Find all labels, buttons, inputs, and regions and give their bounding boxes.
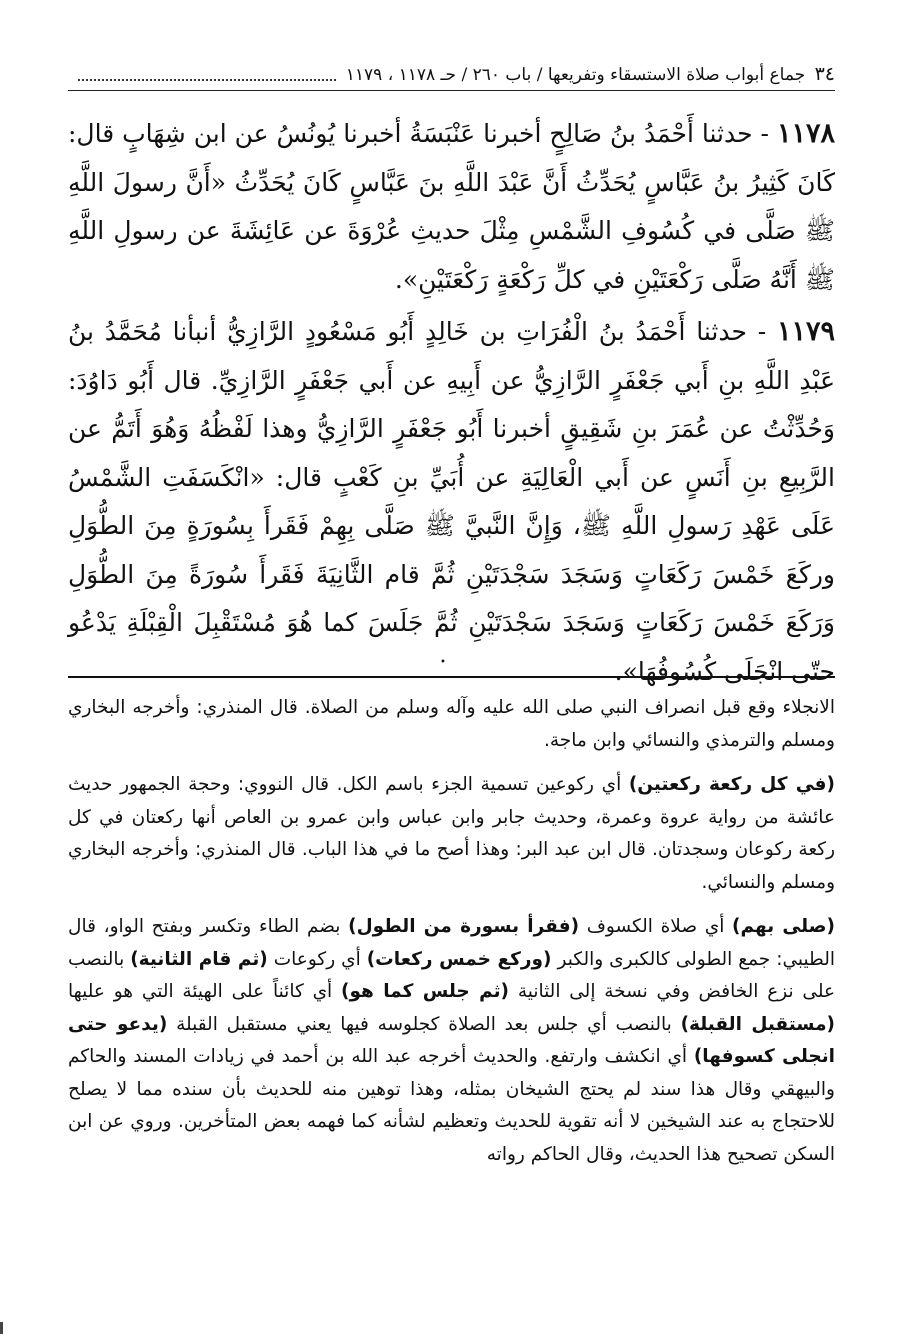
commentary-keyword: (يدعو حتى انجلى كسوفها) bbox=[68, 1013, 835, 1067]
header-rule bbox=[68, 90, 835, 91]
hadith-1179 bbox=[68, 308, 835, 696]
commentary-text: بالنصب أي جلس بعد الصلاة كجلوسه فيها يعني مستقبل القبلة bbox=[167, 1013, 681, 1035]
running-header bbox=[68, 58, 835, 88]
header-chapter: جماع أبواب صلاة الاستسقاء وتفريعها / باب ٢٦٠ / حـ ١١٧٨ ، ١١٧٩ bbox=[345, 65, 806, 85]
commentary-text: بالنصب على نزع الخافض وفي نسخة إلى الثانية bbox=[68, 948, 835, 1002]
page-number: ٣٤ bbox=[814, 63, 835, 85]
commentary-text: أي ركوعات bbox=[267, 948, 367, 970]
section-ornament: • bbox=[440, 657, 446, 668]
commentary-text: أي صلاة الكسوف bbox=[579, 916, 733, 937]
hadith-number: ١١٧٩ bbox=[776, 316, 835, 347]
commentary-text: أي ركوعين تسمية الجزء باسم الكل. قال النووي: وحجة الجمهور حديث عائشة من رواية عروة وعمرة، وحديث جابر وابن عباس وابن عمرو بن العاص أنها ركعتان في كل ركعة ركوعان وسجدتان. قال ابن عبد البر: وهذا أصح ما في هذا الباب. قال المنذري: وأخرجه البخاري ومسلم والنسائي. bbox=[68, 774, 835, 893]
hadith-body: - حدثنا أَحْمَدُ بنُ صَالِحٍ أخبرنا عَنْبَسَةُ أخبرنا يُونُسُ عن ابن شِهَابٍ قال: كَانَ كَثِيرُ بنُ عَبَّاسٍ يُحَدِّثُ أَنَّ عَبْدَ اللَّهِ بنَ عَبَّاسٍ كَانَ يُحَدِّثُ «أَنَّ رسولَ اللَّهِ ﷺ صَلَّى في كُسُوفِ الشَّمْسِ مِثْلَ حديثِ عُرْوَةَ عن عَائِشَةَ عن رسولِ اللَّهِ ﷺ أَنَّهُ صَلَّى رَكْعَتَيْنِ في كلِّ رَكْعَةٍ رَكْعَتَيْنِ». bbox=[68, 119, 835, 294]
hadith-body: - حدثنا أَحْمَدُ بنُ الْفُرَاتِ بن خَالِدٍ أَبُو مَسْعُودٍ الرَّازِيُّ أنبأنا مُحَمَّدُ بنُ عَبْدِ اللَّهِ بنِ أَبي جَعْفَرٍ الرَّازِيُّ عن أَبِيهِ عن أَبي جَعْفَرٍ الرَّازِيِّ. قال أَبُو دَاوُدَ: وَحُدِّثْتُ عن عُمَرَ بنِ شَقِيقٍ أخبرنا أَبُو جَعْفَرٍ الرَّازِيُّ وهذا لَفْظُهُ وَهُوَ أَتَمُّ عن الرَّبِيعِ بنِ أَنَسٍ عن أَبي الْعَالِيَةِ عن أُبَيِّ بنِ كَعْبٍ قال: «انْكَسَفَتِ الشَّمْسُ عَلَى عَهْدِ رَسولِ اللَّهِ ﷺ، وَإِنَّ النَّبيَّ ﷺ صَلَّى بِهِمْ فَقَرأَ بِسُورَةٍ مِنَ الطُّوَلِ وركَعَ خَمْسَ رَكَعَاتٍ وَسَجَدَ سَجْدَتَيْنِ ثُمَّ قام الثَّانِيَةَ فَقَرأَ سُورَةً مِنَ الطُّوَلِ وَرَكَعَ خَمْسَ رَكَعَاتٍ وَسَجَدَ سَجْدَتَيْنِ ثُمَّ جَلَسَ كما هُوَ مُسْتَقْبِلَ الْقِبْلَةِ يَدْعُو حتّى انْجَلَى كُسُوفُهَا». bbox=[68, 317, 835, 686]
commentary-keyword: (صلى بهم) bbox=[732, 916, 835, 937]
commentary-text: الانجلاء وقع قبل انصراف النبي صلى الله عليه وآله وسلم من الصلاة. قال المنذري: وأخرجه البخاري ومسلم والترمذي والنسائي وابن ماجة. bbox=[68, 697, 835, 751]
commentary-paragraph bbox=[68, 769, 835, 899]
commentary-paragraph bbox=[68, 692, 835, 757]
commentary-keyword: (مستقبل القبلة) bbox=[680, 1013, 835, 1035]
commentary-text: أي كائناً على الهيئة التي هو عليها bbox=[68, 981, 341, 1002]
commentary-keyword: (ثم جلس كما هو) bbox=[341, 981, 510, 1002]
commentary-keyword: (فقرأ بسورة من الطول) bbox=[348, 916, 580, 937]
commentary-paragraph bbox=[68, 911, 835, 1171]
hadith-number: ١١٧٨ bbox=[776, 118, 835, 149]
footnote-separator bbox=[68, 676, 835, 678]
hadith-1178 bbox=[68, 110, 835, 304]
commentary-text: أي انكشف وارتفع. والحديث أخرجه عبد الله بن أحمد في زيادات المسند والحاكم والبيهقي وقال هذا سند لم يحتج الشيخان بمثله، وهذا توهين منه للحديث بأن سنده مما لا يصلح للاحتجاج به عند الشيخين لا أنه تقوية للحديث وتعظيم لشأنه كما فهمه بعض المتأخرين. وروي عن ابن السكن تصحيح هذا الحديث، وقال الحاكم رواته bbox=[68, 1046, 835, 1165]
commentary-text: بضم الطاء وتكسر وبفتح الواو، قال الطيبي: جمع الطولى كالكبرى والكبر bbox=[68, 916, 835, 970]
header-dot-leader bbox=[78, 78, 336, 81]
commentary-keyword: (ثم قام الثانية) bbox=[130, 948, 268, 970]
commentary-keyword: (في كل ركعة ركعتين) bbox=[628, 774, 836, 795]
hadith-text bbox=[68, 110, 835, 696]
commentary-keyword: (وركع خمس ركعات) bbox=[366, 948, 552, 970]
commentary bbox=[68, 692, 835, 1171]
scan-edge-mark bbox=[0, 1322, 3, 1334]
header-title bbox=[346, 61, 835, 88]
